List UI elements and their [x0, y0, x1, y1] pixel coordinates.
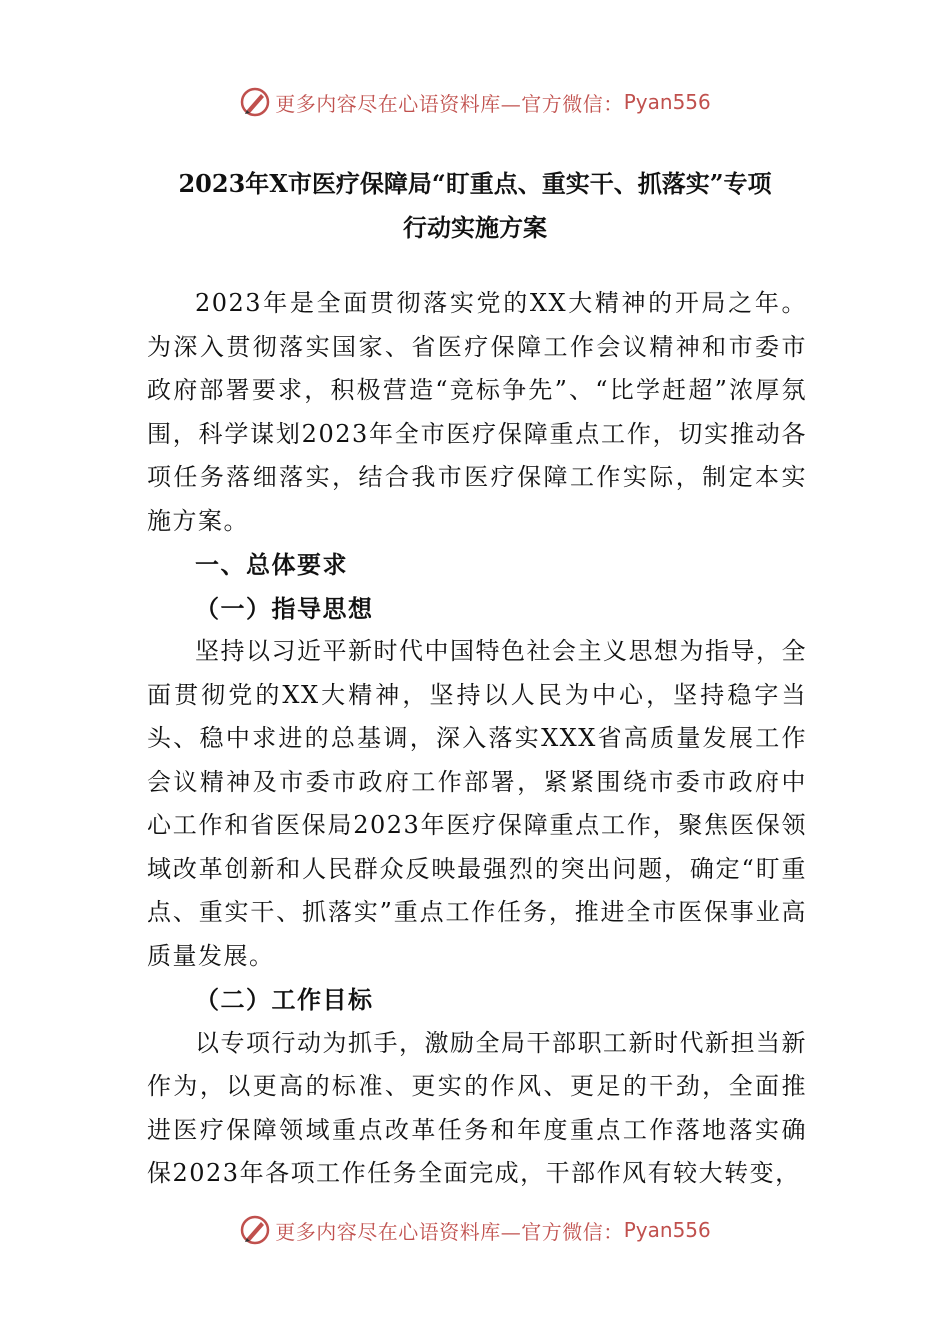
- watermark-text: 更多内容尽在心语资料库—官方微信：: [275, 91, 624, 116]
- document-title: [120, 162, 830, 250]
- intro-paragraph: 2023年是全面贯彻落实党的XX大精神的开局之年。为深入贯彻落实国家、省医疗保障工作会议精神和市委市政府部署要求，积极营造“竞标争先”、“比学赶超”浓厚氛围，科学谋划2023年全市医疗保障重点工作，切实推动各项任务落细落实，结合我市医疗保障工作实际，制定本实施方案。: [147, 289, 807, 535]
- pen-logo-icon: [239, 1214, 271, 1246]
- title-line-1: 2023年X市医疗保障局“盯重点、重实干、抓落实”专项: [178, 169, 772, 198]
- pen-logo-icon: [239, 86, 271, 118]
- subsection-1-paragraph: 坚持以习近平新时代中国特色社会主义思想为指导，全面贯彻党的XX大精神，坚持以人民为中心，坚持稳字当头、稳中求进的总基调，深入落实XXX省高质量发展工作会议精神及市委市政府工作部署，紧紧围绕市委市政府中心工作和省医保局2023年医疗保障重点工作，聚焦医保领域改革创新和人民群众反映最强烈的突出问题，确定“盯重点、重实干、抓落实”重点工作任务，推进全市医保事业高质量发展。: [147, 637, 807, 970]
- watermark-banner-top: [0, 82, 950, 122]
- subsection-2-paragraph: 以专项行动为抓手，激励全局干部职工新时代新担当新作为，以更高的标准、更实的作风、更足的干劲，全面推进医疗保障领域重点改革任务和年度重点工作落地落实确保2023年各项工作任务全面完成，干部作风有较大转变，: [147, 1028, 807, 1187]
- subsection-heading-2: （二）工作目标: [195, 985, 374, 1014]
- subsection-heading-1: （一）指导思想: [195, 593, 374, 623]
- document-body: [147, 282, 807, 1196]
- watermark-banner-bottom: [0, 1210, 950, 1250]
- watermark-text: 更多内容尽在心语资料库—官方微信：: [275, 1219, 624, 1244]
- watermark-wechat-id: Pyan556: [623, 90, 711, 114]
- section-heading-1: 一、总体要求: [195, 550, 348, 579]
- title-line-2: 行动实施方案: [403, 213, 547, 242]
- watermark-wechat-id: Pyan556: [623, 1218, 711, 1242]
